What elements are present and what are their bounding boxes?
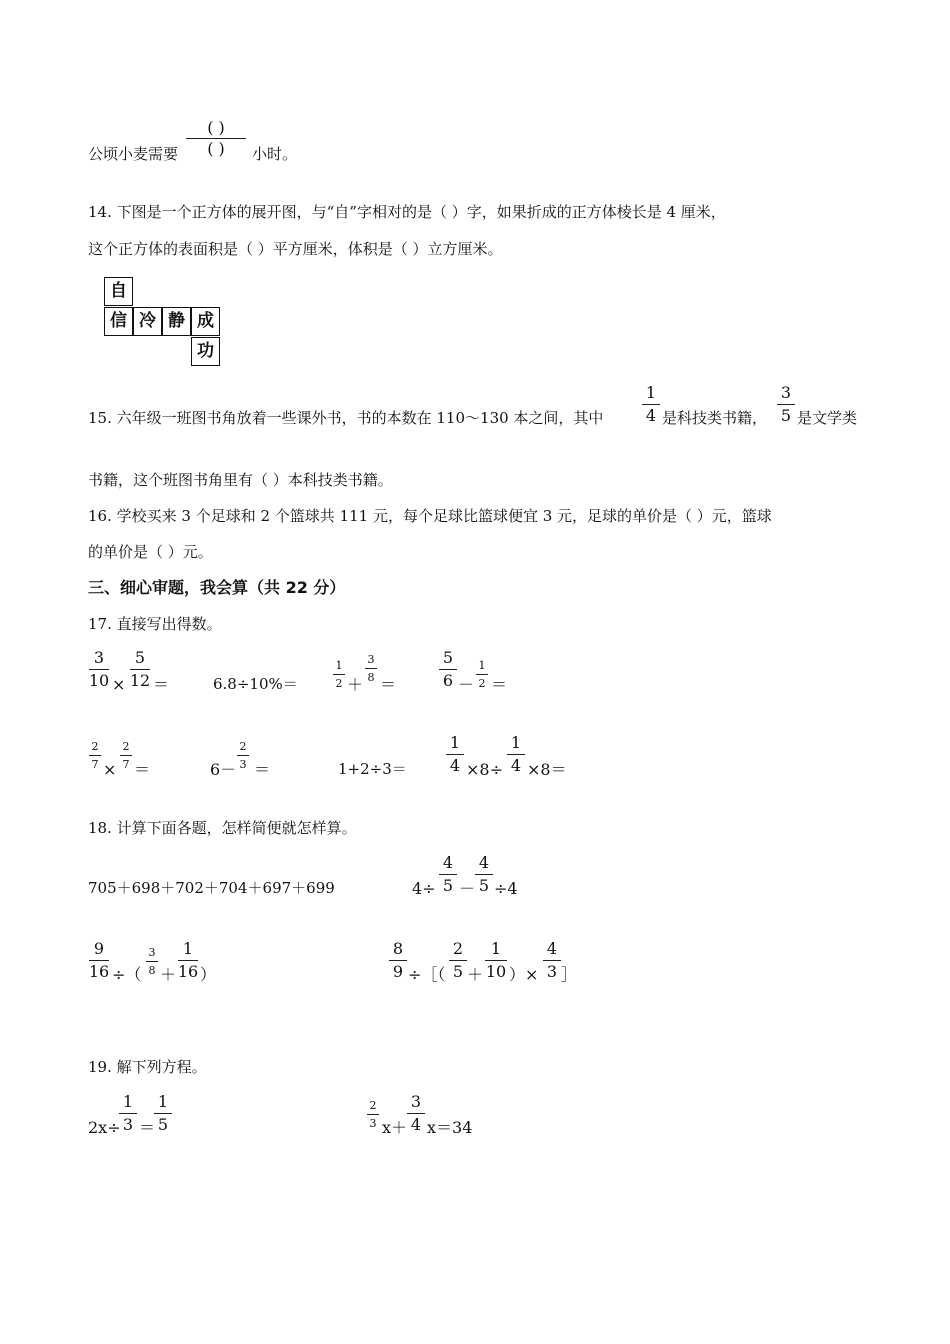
q18-e4-frac-b: 2 5 (448, 941, 468, 980)
q15-mid: 是科技类书籍， (662, 409, 768, 427)
q18-e2-frac-a: 4 5 (438, 855, 458, 894)
q18-e2-pre: 4÷ (412, 879, 436, 898)
q13-answer-num[interactable]: ( ) (207, 118, 225, 137)
q19-e1-frac-a: 1 3 (118, 1094, 138, 1133)
q18-e4-op: ÷［（ (408, 965, 446, 984)
q17-e6-pre: 6－ (210, 760, 237, 779)
q17-e3-frac-b: 3 8 (364, 654, 378, 683)
q15-f2-den: 5 (780, 406, 792, 425)
q19-e2-frac-b: 3 4 (406, 1094, 426, 1133)
q17-e8-tail: ×8＝ (527, 760, 567, 779)
q17-e4-op: － (458, 675, 475, 694)
q17-e5-frac-b: 2 7 (119, 741, 133, 770)
cube-cell-leng: 冷 (133, 307, 162, 336)
q17-e2: 6.8÷10%＝ (213, 675, 298, 693)
section-3-heading: 三、细心审题，我会算（共 22 分） (88, 578, 346, 597)
q17-e7: 1+2÷3＝ (338, 760, 407, 778)
q17-e3-op: ＋ (347, 675, 364, 694)
q18-title: 18. 计算下面各题，怎样简便就怎样算。 (88, 819, 357, 837)
q17-e5-frac-a: 2 7 (88, 741, 102, 770)
q17-title: 17. 直接写出得数。 (88, 615, 222, 633)
q15-f1-den: 4 (645, 406, 657, 425)
q19-title: 19. 解下列方程。 (88, 1058, 207, 1076)
q18-e3-frac-b: 3 8 (145, 947, 159, 976)
q19-e1-eq: ＝ (139, 1118, 156, 1137)
q15-fraction-1 (641, 385, 661, 424)
q14-line1: 14. 下图是一个正方体的展开图，与“自”字相对的是（ ）字，如果折成的正方体棱长是 4 厘米， (88, 203, 726, 221)
q18-e2-op: － (459, 879, 476, 898)
q17-e4-frac-a: 5 6 (438, 650, 458, 689)
q18-e4-frac-c: 1 10 (485, 939, 507, 981)
cube-cell-jing: 静 (162, 307, 191, 336)
q14-line2: 这个正方体的表面积是（ ）平方厘米，体积是（ ）立方厘米。 (88, 240, 503, 258)
q19-e1-pre: 2x÷ (88, 1118, 121, 1137)
q16-line1: 16. 学校买来 3 个足球和 2 个篮球共 111 元，每个足球比篮球便宜 3 元，足球的单价是（ ）元，篮球 (88, 507, 772, 525)
q18-e4-tail: ］ (561, 965, 578, 984)
q17-e5-op: × (103, 760, 117, 779)
q15-prefix: 15. 六年级一班图书角放着一些课外书，书的本数在 110～130 本之间，其中 (88, 409, 604, 427)
cube-cell-zi: 自 (104, 277, 133, 306)
q19-e2-tail: x＝34 (427, 1118, 473, 1137)
q17-e6-eq: ＝ (254, 760, 271, 779)
q13-text: 公顷小麦需要 (88, 145, 179, 163)
q18-e4-op2: ＋ (467, 965, 484, 984)
q17-e5-eq: ＝ (134, 760, 151, 779)
q15-f2-num: 3 (780, 383, 792, 402)
q18-e4-frac-a: 8 9 (388, 941, 408, 980)
q17-e8-mid: ×8÷ (466, 760, 503, 779)
q17-e4-eq: ＝ (491, 675, 508, 694)
q19-e2-frac-a: 2 3 (366, 1100, 380, 1129)
q17-e3-eq: ＝ (380, 675, 397, 694)
q18-e1: 705＋698＋702＋704＋697＋699 (88, 879, 335, 897)
q17-e6-frac: 2 3 (236, 741, 250, 770)
cube-cell-cheng: 成 (191, 307, 220, 336)
q17-e8-frac-a: 1 4 (445, 735, 465, 774)
cube-cell-xin: 信 (104, 307, 133, 336)
q18-e4-frac-d: 4 3 (542, 941, 562, 980)
q17-e1-frac-b: 5 12 (129, 648, 151, 690)
q18-e2-tail: ÷4 (494, 879, 518, 898)
q18-e3-frac-a: 9 16 (88, 939, 110, 981)
q19-e1-frac-b: 1 5 (153, 1094, 173, 1133)
q13-answer-den[interactable]: ( ) (207, 139, 225, 158)
q18-e3-frac-c: 1 16 (177, 939, 199, 981)
q15-f1-num: 1 (645, 383, 657, 402)
q15-fraction-2 (776, 385, 796, 424)
q17-e3-frac-a: 1 2 (332, 660, 346, 689)
q17-e4-frac-b: 1 2 (475, 660, 489, 689)
q13-answer-fraction (186, 120, 246, 157)
q18-e3-op2: ＋ (160, 965, 177, 984)
q18-e3-op: ÷（ (112, 965, 142, 984)
q17-e1-op: × (112, 675, 126, 694)
q17-e8-frac-b: 1 4 (506, 735, 526, 774)
q18-e2-frac-b: 4 5 (474, 855, 494, 894)
q18-e4-op3: ）× (509, 965, 539, 984)
q18-e3-tail: ） (200, 965, 217, 984)
q17-e1-frac-a: 3 10 (88, 648, 110, 690)
q13-unit: 小时。 (252, 145, 298, 163)
q19-e2-mid: x＋ (382, 1118, 408, 1137)
q17-e1-eq: ＝ (153, 675, 170, 694)
q16-line2: 的单价是（ ）元。 (88, 543, 213, 561)
q15-suffix: 是文学类 (797, 409, 858, 427)
cube-cell-gong: 功 (191, 337, 220, 366)
q15-line2: 书籍，这个班图书角里有（ ）本科技类书籍。 (88, 471, 393, 489)
